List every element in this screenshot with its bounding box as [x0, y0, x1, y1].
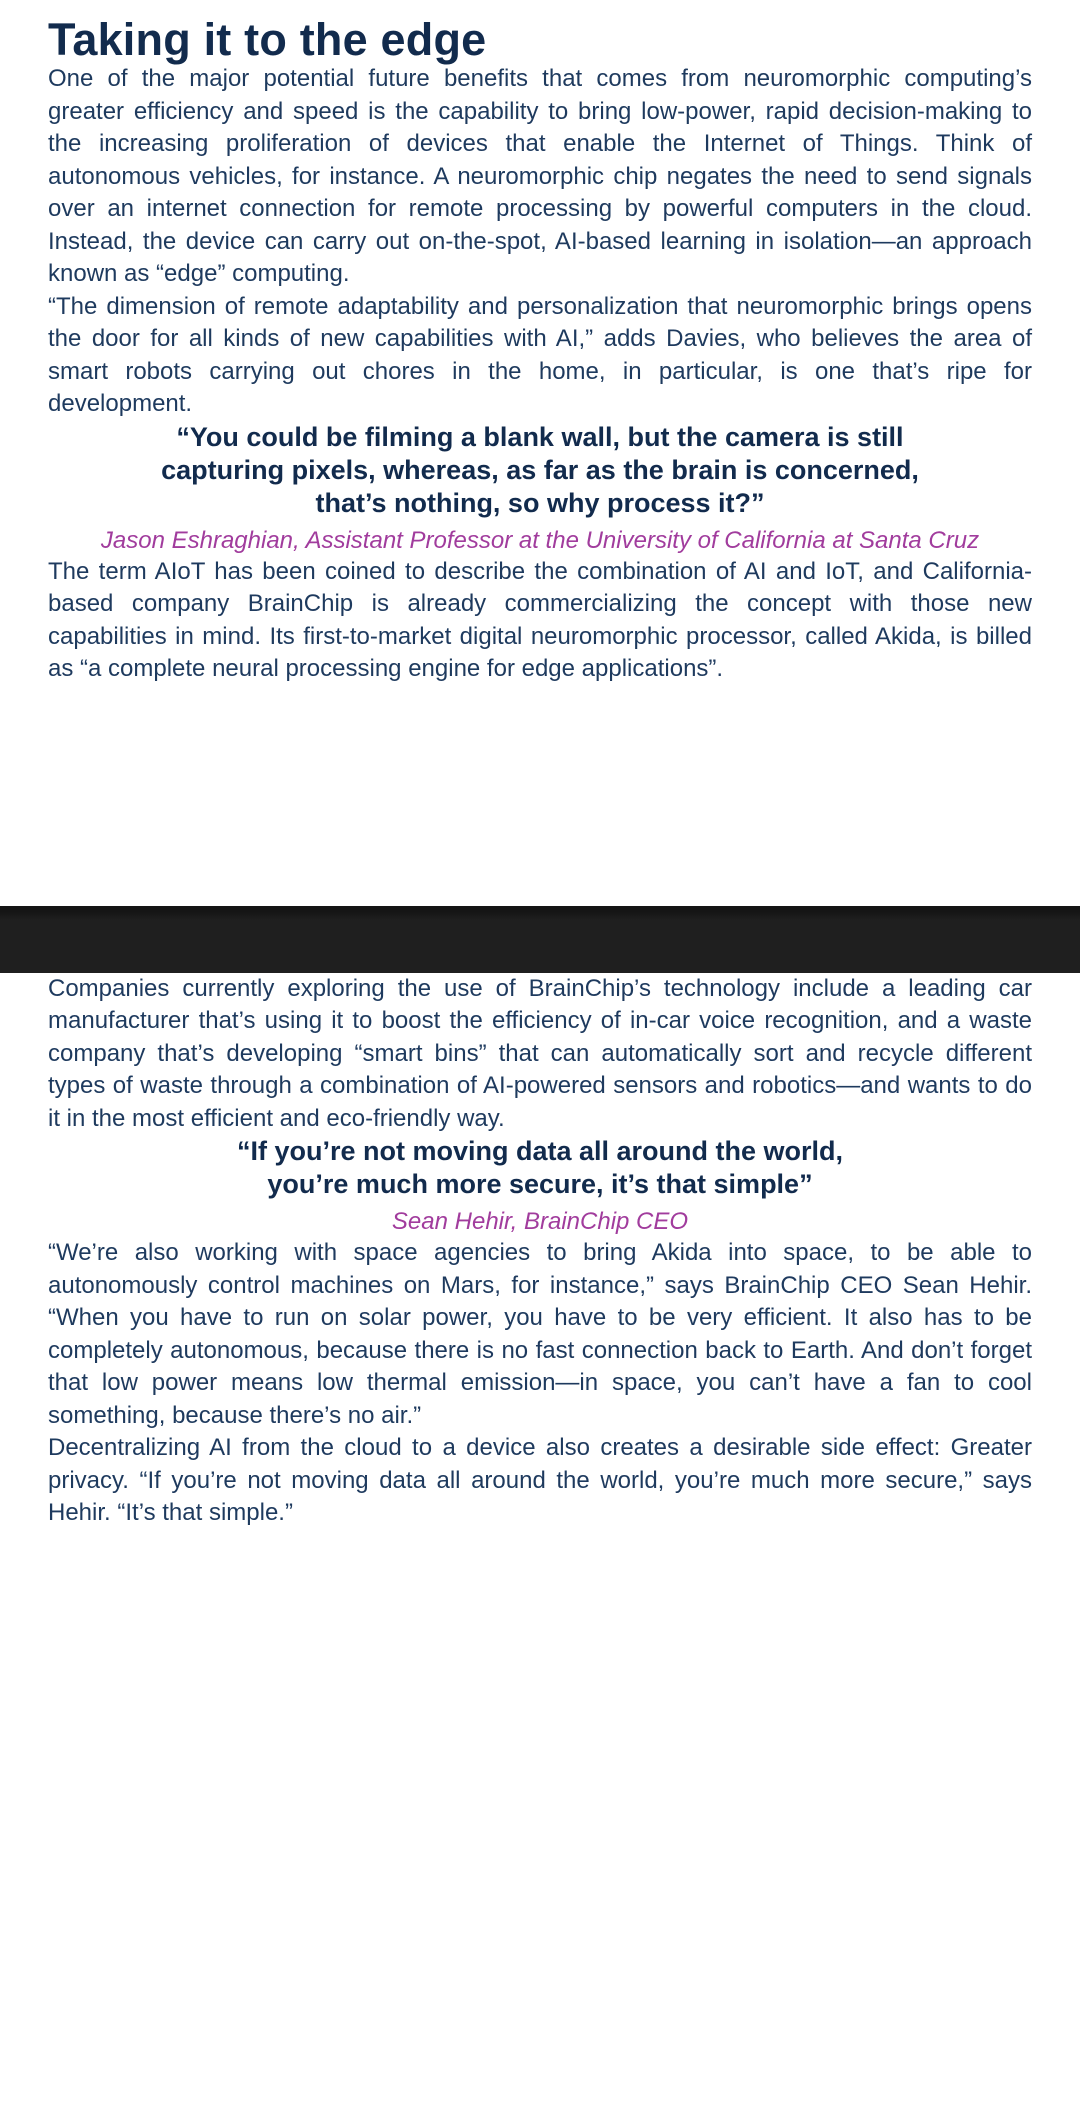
- pull-quote-text: [48, 1135, 1032, 1201]
- quote-line: you’re much more secure, it’s that simple”: [267, 1169, 813, 1200]
- paragraph-space-agencies: “We’re also working with space agencies to bring Akida into space, to be able to autonomously control machines on Mars, for instance,” says BrainChip CEO Sean Hehir. “When you have to run on solar power, you have to be very efficient. It also has to be completely autonomous, because there is no fast connection back to Earth. And don’t forget that low power means low thermal emission—in space, you can’t have a fan to cool something, because there’s no air.”: [48, 1239, 1032, 1429]
- pull-quote-secure: [48, 1135, 1032, 1237]
- quote-line: “You could be filming a blank wall, but the camera is still: [176, 421, 904, 452]
- quote-line: capturing pixels, whereas, as far as the brain is concerned,: [161, 454, 919, 485]
- paragraph-decentralizing-ai: Decentralizing AI from the cloud to a device also creates a desirable side effect: Greater privacy. “If you’re not moving data all around the world, you’re much more secure,” says Hehir. “It’s that simple.”: [48, 1434, 1032, 1527]
- quote-line: “If you’re not moving data all around the world,: [236, 1136, 844, 1167]
- article-page: [0, 16, 1080, 1530]
- page-title: Taking it to the edge: [48, 14, 487, 65]
- paragraph-companies-exploring: Companies currently exploring the use of BrainChip’s technology include a leading car manufacturer that’s using it to boost the efficiency of in-car voice recognition, and a waste company that’s developing “smart bins” that can automatically sort and recycle different types of waste through a combination of AI-powered sensors and robotics—and wants to do it in the most efficient and eco-friendly way.: [48, 974, 1032, 1132]
- paragraph-edge-benefits: One of the major potential future benefits that comes from neuromorphic computing’s greater efficiency and speed is the capability to bring low-power, rapid decision-making to the increasing proliferation of devices that enable the Internet of Things. Think of autonomous vehicles, for instance. A neuromorphic chip negates the need to send signals over an internet connection for remote processing by powerful computers in the cloud. Instead, the device can carry out on-the-spot, AI-based learning in isolation—an approach known as “edge” computing.: [48, 65, 1032, 288]
- pull-quote-text: [48, 421, 1032, 520]
- dark-media-band: [0, 906, 1080, 973]
- quote-line: that’s nothing, so why process it?”: [315, 487, 765, 518]
- quote-attribution-eshraghian: Jason Eshraghian, Assistant Professor at the University of California at Santa Cruz: [100, 526, 980, 554]
- paragraph-aiot-brainchip: The term AIoT has been coined to describe the combination of AI and IoT, and California-based company BrainChip is already commercializing the concept with those new capabilities in mind. Its first-to-market digital neuromorphic processor, called Akida, is billed as “a complete neural processing engine for edge applications”.: [48, 557, 1032, 683]
- pull-quote-camera: [48, 421, 1032, 556]
- quote-attribution-hehir: Sean Hehir, BrainChip CEO: [391, 1208, 689, 1236]
- paragraph-davies-quote: “The dimension of remote adaptability and personalization that neuromorphic brings opens the door for all kinds of new capabilities with AI,” adds Davies, who believes the area of smart robots carrying out chores in the home, in particular, is one that’s ripe for development.: [48, 292, 1032, 418]
